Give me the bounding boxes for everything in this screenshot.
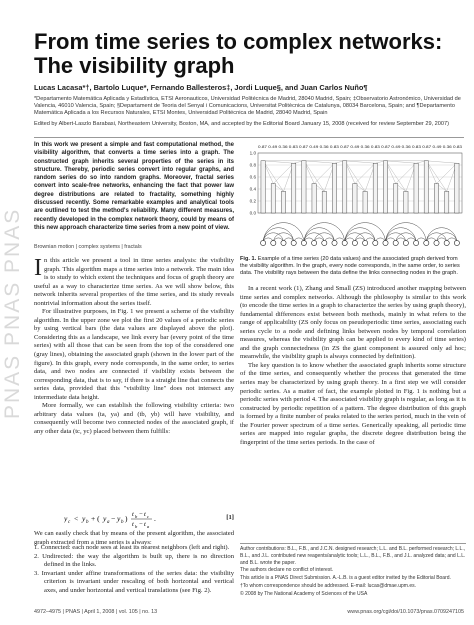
svg-text:y: y [117,514,121,523]
svg-text:−: − [139,521,143,528]
series-bar [312,184,316,213]
graph-node [434,240,439,245]
journal-watermark: PNAS PNAS PNAS [1,207,24,419]
graph-node [281,240,286,245]
figure-label: Fig. 1. [240,256,257,262]
graph-node [393,240,398,245]
equation-number: [1] [226,514,234,521]
svg-text:c: c [147,514,149,519]
svg-text:+ (: + ( [91,514,100,523]
svg-text:−: − [111,514,116,523]
svg-text:−: − [139,511,143,518]
series-bar [414,163,418,213]
series-bar [424,161,428,213]
visibility-ray [355,163,375,183]
figure-caption-text: Example of a time series (20 data values) and the associated graph derived from the visibility algorithm. In the graph, every node corresponds, in the same order, to series data. The visibility rays between the data define the links connecting nodes in the graph. [240,256,460,276]
series-bar [445,191,449,213]
y-tick-label: 0.2 [249,198,256,204]
y-tick-label: 0.4 [249,186,256,192]
left-column [34,257,234,436]
doi-link[interactable]: www.pnas.org/cgi/doi/10.1073/pnas.0709247105 [347,609,464,615]
series-bar [353,184,357,213]
y-tick-label: 0.6 [249,174,256,180]
y-tick-label: 0.8 [249,162,256,168]
data-label-row: 0.87 0.49 0.36 0.83 0.87 0.49 0.36 0.83 0.87 0.49 0.36 0.83 0.87 0.49 0.36 0.83 0.87 0.49 0.36 0.83 [258,145,462,149]
visibility-ray [273,163,293,183]
affiliations: *Departamento Matemática Aplicada y Estadística, ETSI Aeronauticos, Universidad Politécnica de Madrid, 28040 Madrid, Spain; ‡Observatorio Astronómico, Universidad de Valencia, 46010 Valencia, Spain; §Departament de Teoria del Senyal i Comunicacions, Universitat Politècnica de Catalunya, 08034 Barcelona, Spain; and ¶Departamento Matemática Aplicada a los Recursos Naturales, ETSI Montes, Universidad Politécnica de Madrid, 28040 Madrid, Spain [34,96,461,116]
title-line-2: The visibility graph [34,53,235,78]
graph-node [312,240,317,245]
edited-by-note: Edited by Albert-Laszlo Barabasi, Northeastern University, Boston, MA, and accepted by the Editorial Board January 15, 2008 (received for review September 29, 2007) [34,121,449,127]
series-bar [373,163,377,213]
citation-info: 4972–4975 | PNAS | April 1, 2008 | vol. 105 | no. 13 [34,609,158,615]
graph-node [414,240,419,245]
author-list: Lucas Lacasa*†, Bartolo Luque*, Fernando Ballesteros‡, Jordi Luque§, and Juan Carlos Nuño¶ [34,83,368,92]
footnote-correspondence: †To whom correspondence should be addressed. E-mail: lucas@dmae.upm.es. [240,582,417,589]
footnote-divider [240,543,466,544]
graph-node [383,240,388,245]
right-column [240,285,466,447]
paragraph-3: More formally, we can establish the following visibility criteria: two arbitrary data values (ta, ya) and (tb, yb) will have visibility, and consequently will become two connected nodes of the associated graph, if any other data (tc, yc) placed between them fulfills: [34,402,234,435]
svg-text:.: . [154,514,156,523]
keywords: Brownian motion | complex systems | fractals [34,244,142,250]
header-divider [34,137,464,138]
svg-text:t: t [132,511,134,518]
series-bar [302,161,306,213]
y-tick-label: 1.0 [249,150,256,156]
equation-1 [34,510,234,528]
paragraph-zs: In a recent work (1), Zhang and Small (ZS) introduced another mapping between time series and complex networks. Although the philosophy is similar to this work (to encode the time series in a graph to characterize the series by using graph theory), fundamental differences exist between both methods, mainly in what refers to the range of applicability (ZS only focus on pseudoperiodic time series, associating each series cycle to a node and defining links between nodes by temporal correlation measures, whereas the visibility graph can be applied to every kind of time series) and the graph connectedness (in ZS the giant component is assured only ad hoc; meanwhile, the visibility graph is always connected by definition). [240,285,466,361]
series-bar [322,191,326,213]
footnote-contributions: Author contributions: B.L., F.B., and J.C.N. designed research; L.L. and B.L. performed research; L.L., B.L., and J.L. contributed new reagents/analytic tools; L.L., B.L., F.B., and J.L. analyzed data; and L.L. and B.L. wrote the paper. [240,546,466,566]
svg-text:a: a [107,520,110,525]
footnote-conflict: The authors declare no conflict of interest. [240,567,334,574]
graph-node [373,240,378,245]
graph-node [332,240,337,245]
svg-text:b: b [86,520,89,525]
series-bar [383,161,387,213]
graph-node [403,240,408,245]
series-bar [455,163,459,213]
paragraph-key-question: The key question is to know whether the associated graph inherits some structure of the time series, and consequently whether the process that generated the time series may be characterized by using graph theory. In a first step we will consider periodic series. As a matter of fact, the example plotted in Fig. 1 is nothing but a periodic series with period 4. The associated visibility graph is regular, as long as it is constructed by periodic repetition of a pattern. The degree distribution of this graph is formed by a finite number of peaks related to the series period, much in the vein of the Fourier power spectrum of a time series. Generically speaking, all periodic time series are mapped into regular graphs, the discrete degree distribution being the fingerprint of the time series periods. In the case of [240,361,466,446]
abstract: In this work we present a simple and fast computational method, the visibility algorithm, that converts a time series into a graph. The constructed graph inherits several properties of the series in its structure. Thereby, periodic series convert into regular graphs, and random series do so into random graphs. Moreover, fractal series convert into scale-free networks, enhancing the fact that power law degree distributions are related to fractality, something highly discussed recently. Some remarkable examples and analytical tools are outlined to test the method's reliability. Many different measures, recently developed in the complex network theory, could by means of this new approach characterize time series from a new point of view. [34,142,234,231]
svg-text:b: b [135,524,138,528]
graph-node [322,240,327,245]
svg-text:b: b [135,514,138,519]
series-bar [261,161,265,213]
footnote-submission: This article is a PNAS Direct Submission. A.-L.B. is a guest editor invited by the Editorial Board. [240,575,451,582]
series-bar [292,163,296,213]
visibility-ray [437,163,457,183]
series-bar [404,191,408,213]
series-bar [363,191,367,213]
figure-1 [240,141,466,253]
intro-text: n this article we present a tool in time series analysis: the visibility graph. This algorithm maps a time series into a network. The main idea is to study to which extent the techniques and focus of graph theory are useful as a way to characterize time series. As we will show below, this network inherits several properties of the time series, and its study reveals nontrivial information about the series itself. [34,257,234,307]
series-bar [271,184,275,213]
visibility-ray [345,161,376,163]
visibility-ray [314,163,334,183]
svg-text:y: y [64,514,68,523]
graph-node [363,240,368,245]
visibility-ray [304,161,335,163]
series-bar [343,161,347,213]
svg-text:b: b [121,520,124,525]
graph-node [352,240,357,245]
figure-caption [240,256,466,277]
graph-node [261,240,266,245]
svg-text:a: a [147,524,150,528]
series-bar [434,184,438,213]
svg-text:t: t [144,521,146,528]
svg-text:y: y [82,514,86,523]
graph-node [301,240,306,245]
intro-paragraph [34,257,234,308]
svg-text:t: t [144,511,146,518]
visibility-ray [426,161,457,163]
graph-link [426,228,457,243]
graph-node [424,240,429,245]
graph-node [271,240,276,245]
list-item: 3. Invariant under affine transformations of the series data: the visibility criterion is invariant under rescaling of both horizontal and vertical axes, and under horizontal and vertical translations (see Fig. 2). [34,569,234,594]
drop-cap: I [34,255,42,281]
series-bar [281,191,285,213]
paragraph-4: We can easily check that by means of the present algorithm, the associated graph extracted from a time series is always: [34,530,234,546]
equation-graphic [64,510,234,528]
svg-text:<: < [74,514,79,523]
visibility-ray [263,161,294,163]
graph-node [454,240,459,245]
y-tick-label: 0.0 [249,210,256,216]
visibility-ray [386,161,417,163]
list-item: 1. Connected: each node sees at least its nearest neighbors (left and right). [34,544,230,551]
property-list [34,544,234,595]
svg-text:): ) [125,514,128,523]
title-line-1: From time series to complex networks: [34,29,443,54]
visibility-ray [396,163,416,183]
svg-text:c: c [68,520,71,525]
svg-text:y: y [103,514,107,523]
footnote-copyright: © 2008 by The National Academy of Sciences of the USA [240,590,368,597]
graph-node [342,240,347,245]
paragraph-2: For illustrative purposes, in Fig. 1 we present a scheme of the visibility algorithm. In the upper zone we plot the first 20 values of a periodic series by using vertical bars (the data values are displayed above the plot). Considering this as a landscape, we link every bar (every point of the time series) with all those that can be seen from the top of the considered one (gray lines), obtaining the associated graph (shown in the lower part of the figure). In this graph, every node corresponds, in the same order, to series data, and two nodes are connected if visibility exists between the corresponding data, that is to say, if there is a straight line that connects the series data, provided that this "visibility line" does not intersect any intermediate data height. [34,308,234,401]
list-item: 2. Undirected: the way the algorithm is built up, there is no direction defined in the links. [34,552,234,569]
visibility-graph-figure [240,141,466,253]
footnotes [240,546,466,599]
svg-text:t: t [132,521,134,528]
graph-node [291,240,296,245]
journal-sidebar [0,0,22,625]
series-bar [394,184,398,213]
graph-node [444,240,449,245]
page-title [34,30,464,78]
series-bar [332,163,336,213]
